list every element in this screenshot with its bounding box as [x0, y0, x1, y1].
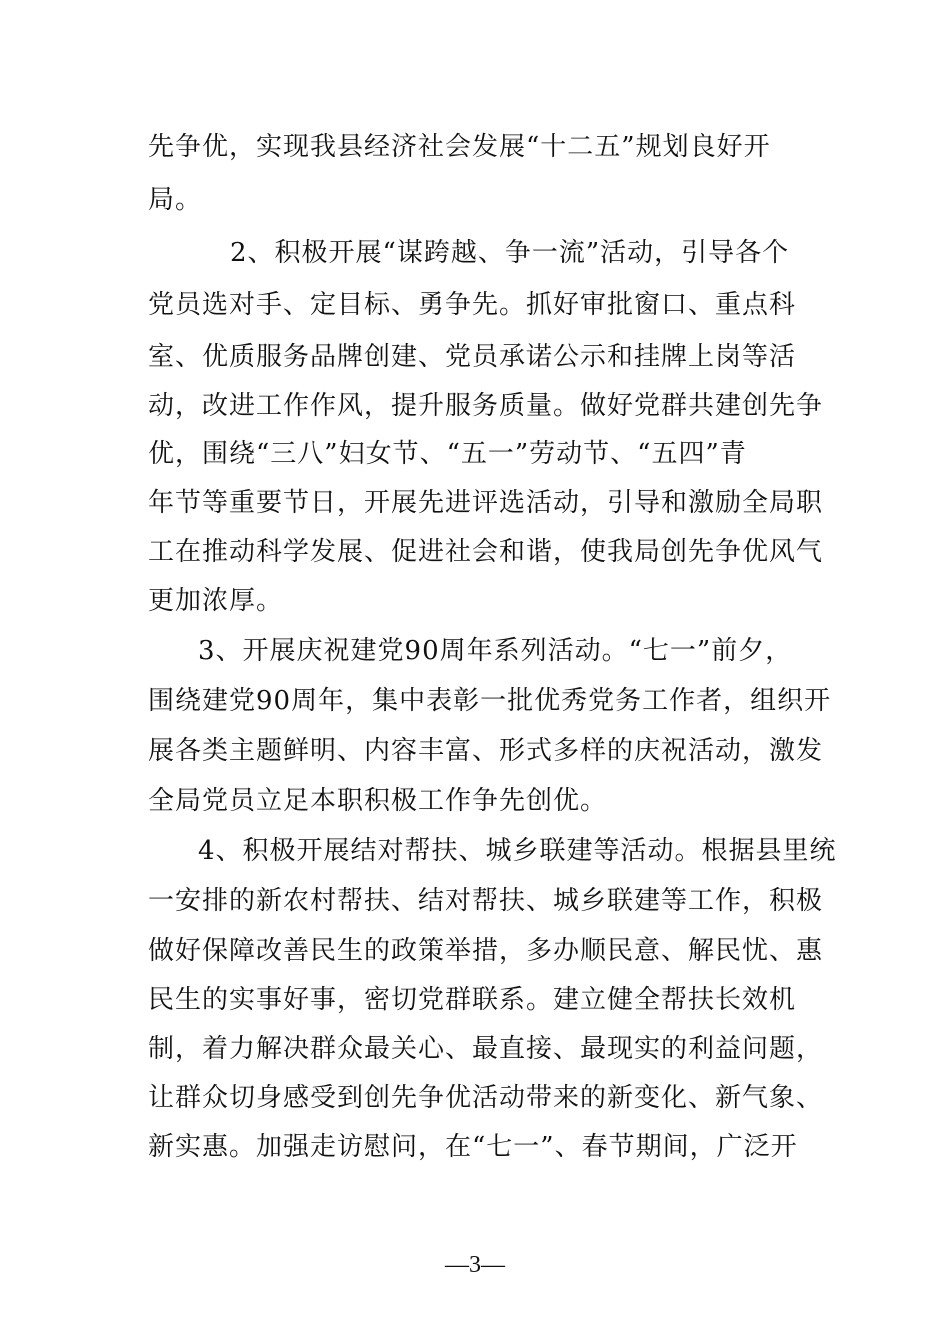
text-line: 年节等重要节日，开展先进评选活动，引导和激励全局职	[148, 488, 824, 518]
text-line: 一安排的新农村帮扶、结对帮扶、城乡联建等工作，积极	[148, 886, 824, 916]
text-line: 3、开展庆祝建党90周年系列活动。“七一”前夕，	[198, 636, 793, 666]
text-line: 室、优质服务品牌创建、党员承诺公示和挂牌上岗等活	[148, 342, 797, 372]
text-line: 更加浓厚。	[148, 586, 284, 616]
text-line: 新实惠。加强走访慰问，在“七一”、春节期间，广泛开	[148, 1132, 798, 1162]
text-line: 党员选对手、定目标、勇争先。抓好审批窗口、重点科	[148, 290, 797, 320]
text-line: 动，改进工作作风，提升服务质量。做好党群共建创先争	[148, 391, 824, 421]
text-line: 4、积极开展结对帮扶、城乡联建等活动。根据县里统	[198, 836, 837, 866]
text-line: 做好保障改善民生的政策举措，多办顺民意、解民忧、惠	[148, 936, 824, 966]
text-line: 民生的实事好事，密切党群联系。建立健全帮扶长效机	[148, 985, 797, 1015]
text-line: 让群众切身感受到创先争优活动带来的新变化、新气象、	[148, 1083, 824, 1113]
text-line: 先争优，实现我县经济社会发展“十二五”规划良好开	[148, 132, 771, 162]
text-line: 2、积极开展“谋跨越、争一流”活动，引导各个	[230, 238, 790, 268]
text-line: 展各类主题鲜明、内容丰富、形式多样的庆祝活动，激发	[148, 736, 824, 766]
text-line: 工在推动科学发展、促进社会和谐，使我局创先争优风气	[148, 537, 824, 567]
text-line: 围绕建党90周年，集中表彰一批优秀党务工作者，组织开	[148, 686, 832, 716]
text-line: 制，着力解决群众最关心、最直接、最现实的利益问题，	[148, 1034, 824, 1064]
page-number: —3—	[445, 1252, 505, 1278]
text-line: 全局党员立足本职积极工作争先创优。	[148, 786, 608, 816]
text-line: 优，围绕“三八”妇女节、“五一”劳动节、“五四”青	[148, 439, 747, 469]
text-line: 局。	[148, 185, 203, 215]
